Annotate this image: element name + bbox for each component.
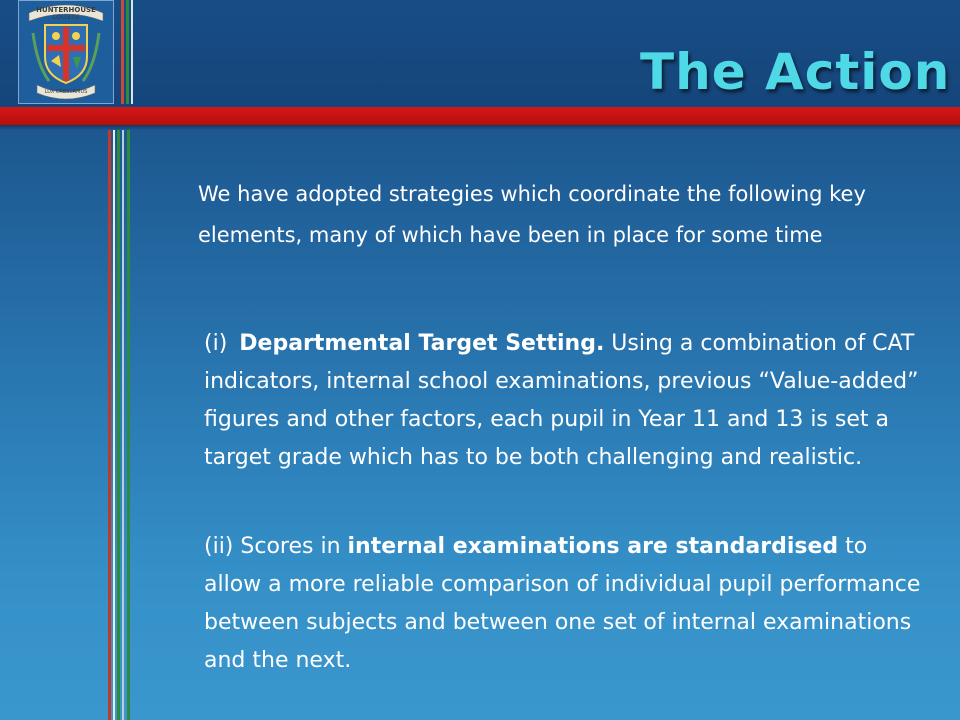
- college-crest-logo: [18, 0, 114, 104]
- list-item-2: [204, 528, 924, 680]
- header-stripe-red: [121, 0, 124, 104]
- intro-paragraph: We have adopted strategies which coordinate the following key elements, many of which have been in place for some time: [198, 182, 866, 247]
- slide-title: The Action: [640, 43, 951, 101]
- body-stripe-green: [117, 130, 120, 720]
- title-bar-shadow: [0, 125, 960, 130]
- title-underline-bar: [0, 107, 960, 125]
- header-stripe-green: [126, 0, 129, 104]
- crest-top-text: HUNTERHOUSE: [36, 6, 96, 14]
- body-stripe-green-2: [127, 130, 130, 720]
- crest-middle-text: COLLEGE: [52, 14, 80, 21]
- item-2-marker: (ii): [204, 534, 234, 559]
- item-1-heading: Departmental Target Setting.: [239, 331, 605, 356]
- item-1-marker: (i): [204, 331, 228, 356]
- body-stripe-red: [108, 130, 111, 720]
- body-stripe-light: [122, 130, 124, 720]
- header-stripe-white: [131, 0, 133, 104]
- crest-motto-text: LUX CRESCAMUS: [44, 89, 88, 95]
- body-stripe-white: [113, 130, 115, 720]
- list-item-1: [204, 325, 924, 477]
- item-1-text: Using a combination of CAT indicators, internal school examinations, previous “Value-added” figures and other factors, each pupil in Year 11 and 13 is set a target grade which has to be both challenging and realistic.: [204, 331, 919, 470]
- item-2-highlight: internal examinations are standardised: [347, 534, 839, 559]
- item-2-pre-text: Scores in: [233, 534, 348, 559]
- item-2-text: to allow a more reliable comparison of individual pupil performance between subjects and between one set of internal examinations and the next.: [204, 534, 921, 673]
